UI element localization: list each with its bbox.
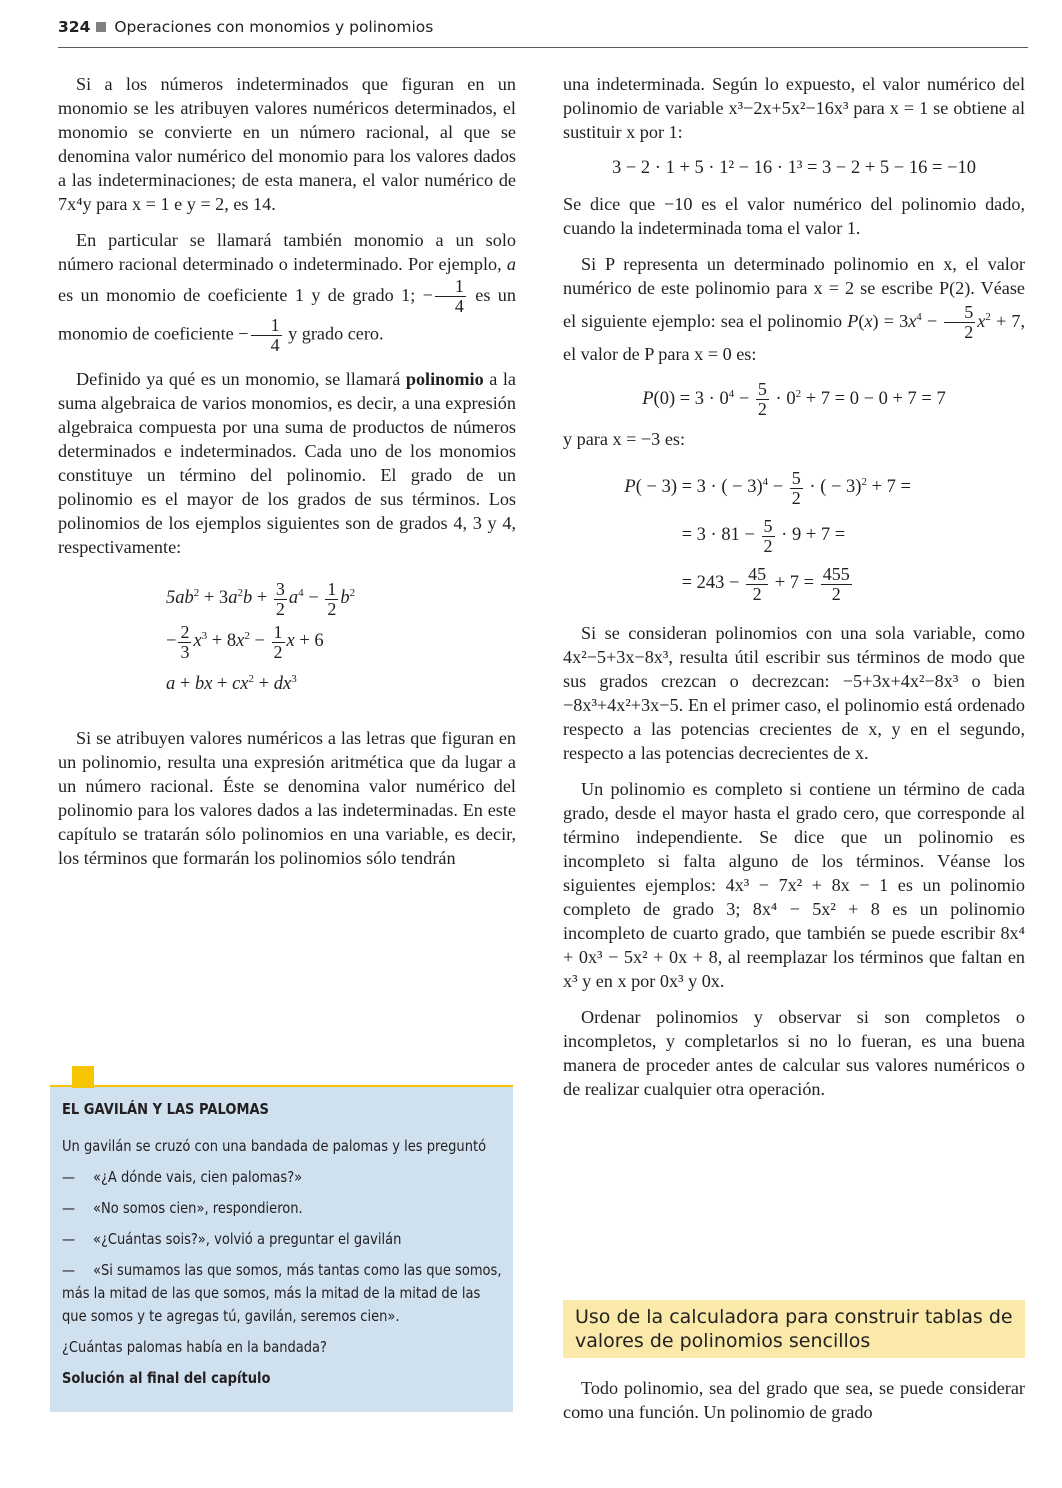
paragraph-ordering-advice: Ordenar polinomios y observar si son completos o incompletos, y completarlos si no lo fueran, es una buena manera de proceder antes de calcular sus valores numéricos o de realizar cualquier otra operación. bbox=[563, 1007, 1025, 1100]
calc-step-2: = 3 · 81 − $\frac{5}{2}$ · 9 + 7 = bbox=[677, 515, 846, 556]
fraction-one-quarter-coef: $\frac{1}{4}$ bbox=[251, 316, 282, 355]
paragraph-numeric-value: Si a los números indeterminados que figuran en un monomio se les atribuyen valores numéricos determinados, el monomio se convierte en un número racional, al que se denomina valor numérico del monomio para los valores dados a las indeterminaciones; de esta manera, el valor numérico de 7x⁴y para x = 1 e y = 2, es 14. bbox=[58, 74, 516, 214]
paragraph-polynomial-function: Todo polinomio, sea del grado que sea, se puede considerar como una función. Un polinomio de grado bbox=[563, 1378, 1025, 1422]
paragraph-x-minus3: y para x = −3 es: bbox=[563, 429, 686, 450]
paragraph-complete-polynomial: Un polinomio es completo si contiene un término de cada grado, desde el mayor hasta el grado cero, que corresponde al término independiente. Se dice que un polinomio es incompleto si falta alguno de los términos. Véanse los siguientes ejemplos: 4x³ − 7x² + 8x − 1 es un polinomio completo de grado 3; 8x⁴ − 5x² + 8 es un polinomio incompleto de cuarto grado, que también se puede escribir 8x⁴ + 0x³ − 5x² + 0x + 8, al reemplazar los términos que faltan en x³ y en x por 0x³ y 0x. bbox=[563, 779, 1025, 992]
paragraph-polynomial-definition: Definido ya qué es un monomio, se llamará polinomio a la suma algebraica de varios monomios, es decir, a una expresión algebraica compuesta por una suma de productos de números determinados e indeterminados. Cada uno de los monomios constituye un término del polinomio. El grado de un polinomio es el mayor de los grados de sus términos. Los polinomios de los ejemplos siguientes son de grados 4, 3 y 4, respectivamente: bbox=[58, 369, 516, 558]
puzzle-box-rule bbox=[50, 1085, 513, 1087]
equation-evaluation-x1: 3 − 2 · 1 + 5 · 1² − 16 · 1³ = 3 − 2 + 5 − 16 = −10 bbox=[612, 158, 976, 178]
section-heading: Uso de la calculadora para construir tablas de valores de polinomios sencillos bbox=[575, 1306, 1013, 1352]
calc-step-3: = 243 − $\frac{45}{2}$ + 7 = $\frac{455}{2}$ bbox=[677, 563, 850, 604]
polynomial-example-1: $5ab^2 + 3a^2b$ + $\frac{3}{2}$ $a^4$ − $\frac{1}{2}$ $b^2$ bbox=[166, 578, 356, 619]
calculation-p-minus3 bbox=[563, 463, 1025, 607]
paragraph-result-minus10: Se dice que −10 es el valor numérico del polinomio dado, cuando la indeterminada toma el valor 1. bbox=[563, 194, 1025, 238]
puzzle-line-2: — «No somos cien», respondieron. bbox=[62, 1199, 303, 1217]
puzzle-title: EL GAVILÁN Y LAS PALOMAS bbox=[62, 1100, 269, 1118]
equation-p0: $P(0) = 3 \cdot 0^4$ − $\frac{5}{2}$ · $0^2 + 7 = 0 - 0 + 7 = 7$ bbox=[642, 379, 946, 420]
polynomial-examples bbox=[166, 577, 516, 706]
right-column bbox=[563, 72, 1025, 1113]
fraction-one-quarter: $\frac{1}{4}$ bbox=[435, 277, 466, 316]
puzzle-intro: Un gavilán se cruzó con una bandada de palomas y les preguntó bbox=[62, 1137, 487, 1155]
right-column-continued bbox=[563, 1376, 1025, 1424]
paragraph-evaluation-intro: una indeterminada. Según lo expuesto, el valor numérico del polinomio de variable x³−2x+5x²−16x³ para x = 1 se obtiene al sustituir x por 1: bbox=[563, 74, 1025, 142]
header-rule bbox=[58, 47, 1028, 48]
puzzle-line-1: — «¿A dónde vais, cien palomas?» bbox=[62, 1168, 303, 1186]
polynomial-example-3: a + bx + $cx^2 + dx^3$ bbox=[166, 673, 297, 695]
chapter-title: Operaciones con monomios y polinomios bbox=[114, 18, 434, 36]
paragraph-monomial-examples: En particular se llamará también monomio a un solo número racional determinado o indeterminado. Por ejemplo, a es un monomio de coeficiente 1 y de grado 1; − $\frac{1}{4}$ es un monomio de coeficiente − $\frac{1}{4}$ y grado cero. bbox=[58, 230, 516, 356]
running-header bbox=[58, 18, 1028, 48]
page-number: 324 bbox=[58, 18, 91, 36]
square-bullet-icon bbox=[96, 22, 106, 32]
polynomial-example-2: − $\frac{2}{3}$ $x^3 + 8x^2$ − $\frac{1}{2}$ x + 6 bbox=[166, 621, 324, 662]
puzzle-box-accent bbox=[72, 1066, 94, 1088]
calc-step-1: P( − 3) = 3 · ( − 3)$^4$ − $\frac{5}{2}$ · ( − 3)$^2$ + 7 = bbox=[624, 467, 911, 508]
paragraph-ordering: Si se consideran polinomios con una sola variable, como 4x²−5+3x−8x³, resulta útil escribir sus términos de modo que sus grados crezcan o decrezcan: −5+3x+4x²−8x³ o bien −8x³+4x²+3x−5. En el primer caso, el polinomio está ordenado respecto a las potencias crecientes de x, y en el segundo, respecto a las potencias decrecientes de x. bbox=[563, 623, 1025, 764]
puzzle-line-3: — «¿Cuántas sois?», volvió a preguntar el gavilán bbox=[62, 1230, 402, 1248]
paragraph-numeric-value-polynomial: Si se atribuyen valores numéricos a las letras que figuran en un polinomio, resulta una expresión aritmética que da lugar a un número racional. Éste se denomina valor numérico del polinomio para los valores dados a las indeterminadas. En este capítulo se tratarán sólo polinomios en una variable, es decir, los términos que formarán los polinomios sólo tendrán bbox=[58, 728, 516, 869]
puzzle-box-content bbox=[62, 1098, 503, 1390]
puzzle-solution-note: Solución al final del capítulo bbox=[62, 1369, 271, 1387]
term-polinomio: polinomio bbox=[405, 369, 484, 390]
paragraph-p-notation: Si P representa un determinado polinomio en x, el valor numérico de este polinomio para x = 2 se escribe P(2). Véase el siguiente ejemplo: sea el polinomio $P(x) = 3x^4$ − $\frac{5}{2}$ $x^2 + 7$, el valor de P para x = 0 es: bbox=[563, 254, 1025, 365]
left-column bbox=[58, 72, 516, 882]
puzzle-question: ¿Cuántas palomas había en la bandada? bbox=[62, 1338, 328, 1356]
puzzle-line-4: — «Si sumamos las que somos, más tantas como las que somos, más la mitad de las que somos, más la mitad de la mitad de las que somos y te agregas tú, gavilán, seremos cien». bbox=[62, 1261, 502, 1325]
